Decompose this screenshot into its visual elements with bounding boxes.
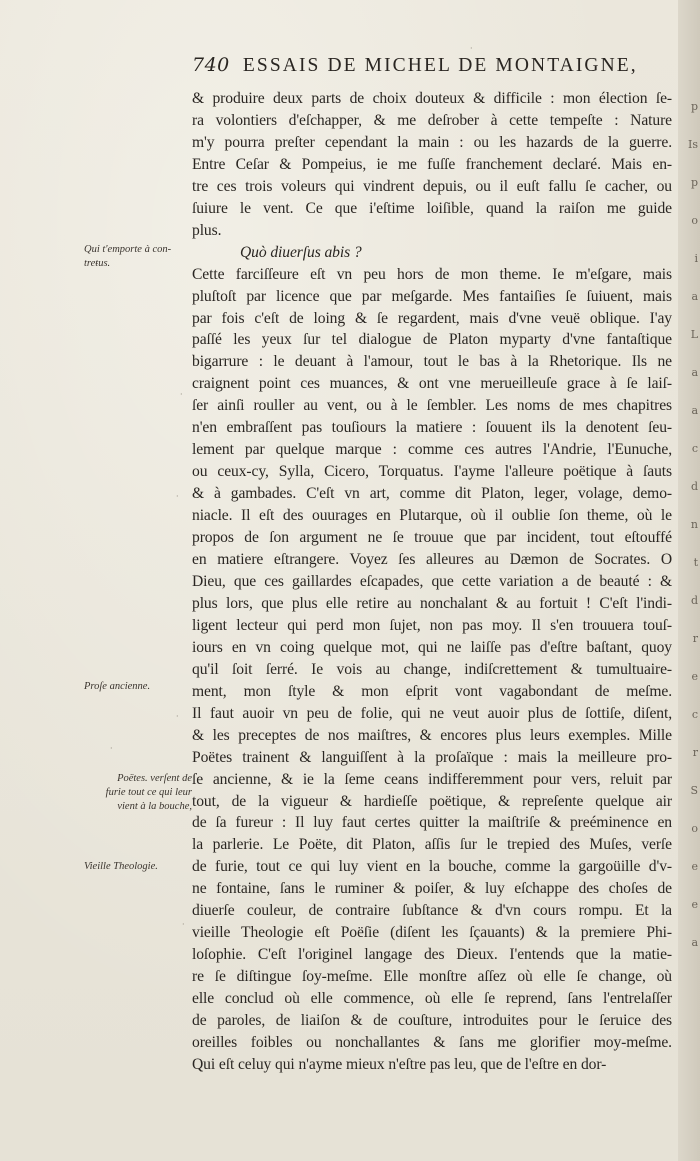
running-title: ESSAIS DE MICHEL DE MONTAIGNE, xyxy=(242,55,638,76)
text-line: Poëtes trainent & languiſſent à la proſaïque : mais la meilleure pro- xyxy=(192,748,672,766)
bleed-letter: d xyxy=(690,480,698,493)
marginal-note-line: furie tout ce qui leur xyxy=(105,787,192,798)
text-line: craignent point ces muances, & ont vne merueilleuſe grace à ſe laiſ- xyxy=(192,375,672,393)
text-line: ſuiure le vent. Ce que i'eſtime loiſible, quand la raiſon me guide xyxy=(192,199,672,217)
bleed-letter: d xyxy=(690,594,698,607)
text-line: plus. xyxy=(192,221,222,239)
text-line: ſe ancienne, & ie la ſeme ceans indifferemment pour vers, reluit par xyxy=(192,770,672,788)
text-line: de paroles, de liaiſon & de couſture, introduites pour le ſeruice des xyxy=(192,1012,672,1030)
text-line: tout, de la vigueur & hardieſſe poëtique, & repreſente quelque air xyxy=(192,792,672,810)
page-number: 740 xyxy=(192,54,230,76)
bleed-letter: c xyxy=(691,442,698,455)
bleed-letter: n xyxy=(690,518,698,531)
text-line: Il faut auoir vn peu de folie, qui ne veut auoir plus de ſottiſe, diſent, xyxy=(192,704,672,722)
text-line: tre ces trois voleurs qui vindrent depuis, ou il euſt fallu ſe cacher, ou xyxy=(192,177,672,195)
bleed-letter: a xyxy=(691,404,698,417)
marginal-note-line: Proſe ancienne. xyxy=(84,681,151,692)
text-line: & les preceptes de nos maiſtres, & encores plus leurs exemples. Mille xyxy=(192,726,672,744)
bleed-letter: S xyxy=(690,784,698,797)
bleed-letter: p xyxy=(690,176,698,189)
marginal-note-1 xyxy=(84,243,196,271)
text-line: pluſtoſt par licence que par meſgarde. Mes fantaiſies ſe ſuiuent, mais xyxy=(192,287,672,305)
bleed-letter: i xyxy=(694,252,698,265)
bleed-letter: e xyxy=(691,898,698,911)
text-line: Dieu, que ces gaillardes eſcapades, que cette variation a de beauté : & xyxy=(192,572,672,590)
text-line: par fois c'eſt de loing & ſe regardent, mais d'vne veuë oblique. I'ay xyxy=(192,309,672,327)
ink-speck: · xyxy=(176,712,179,721)
ink-speck: · xyxy=(180,390,183,399)
ink-speck: · xyxy=(470,44,473,53)
text-line: loſophie. C'eſt l'originel langage des Dieux. I'entends que la matie- xyxy=(192,946,672,964)
marginal-note-line: Poëtes. verſent de xyxy=(117,773,192,784)
running-header xyxy=(192,54,672,84)
marginal-note-2 xyxy=(84,680,196,694)
bleed-letter: o xyxy=(691,214,698,227)
ink-speck: · xyxy=(176,492,179,501)
bleed-letter: c xyxy=(691,708,698,721)
text-line: de furie, tout ce qui luy vient en la bouche, comme la gargoüille d'v- xyxy=(192,858,672,876)
text-line: Cette farciſſeure eſt vn peu hors de mon theme. Ie m'eſgare, mais xyxy=(192,265,672,283)
bleed-letter: Is xyxy=(688,138,698,151)
bleed-letter: a xyxy=(691,366,698,379)
text-line: elle conclud où elle commence, où elle ſe reprend, ſans l'entrelaſſer xyxy=(192,990,672,1008)
text-line: ou ceux-cy, Sylla, Cicero, Torquatus. I'ayme l'alleure poëtique à ſauts xyxy=(192,463,672,481)
bleed-letter: r xyxy=(692,632,698,645)
bleed-letter: e xyxy=(691,670,698,683)
facing-page-edge xyxy=(678,0,700,1161)
text-line: & à gambades. C'eſt vn art, comme dit Platon, leger, volage, demo- xyxy=(192,485,672,503)
ink-speck: · xyxy=(182,920,185,929)
text-line: lement par quelque marque : comme ces autres l'Andrie, l'Eunuche, xyxy=(192,441,672,459)
text-line: de ſa fureur : Il luy faut certes quitter la maiſtriſe & preéminence en xyxy=(192,814,672,832)
marginal-note-4 xyxy=(84,860,196,874)
bleed-letter: r xyxy=(692,746,698,759)
text-line: ment, mon ſtyle & mon eſprit vont vagabondant de meſme. xyxy=(192,682,672,700)
text-line: Quò diuerſus abis ? xyxy=(240,243,362,261)
text-line: ne fontaine, ſans le ruminer & poiſer, & luy eſchappe des choſes de xyxy=(192,880,672,898)
marginal-note-line: Vieille Theologie. xyxy=(84,861,158,872)
text-line: re ſe diſtingue ſoy-meſme. Elle monſtre aſſez où elle ſe change, où xyxy=(192,968,672,986)
bleed-letter: a xyxy=(691,290,698,303)
text-line: en matiere eſtrangere. Voyez ſes alleures au Dæmon de Socrates. O xyxy=(192,551,672,569)
text-line: la parlerie. Le Poëte, dit Platon, aſſis ſur le trepied des Muſes, verſe xyxy=(192,836,672,854)
text-line: Qui eſt celuy qui n'ayme mieux n'eſtre pas leu, que de l'eſtre en dor- xyxy=(192,1055,607,1073)
text-line: propos de ſon argument ne ſe trouue que par incident, tout eſtouffé xyxy=(192,529,672,547)
bleed-letter: a xyxy=(691,936,698,949)
text-line: vieille Theologie eſt Poëſie (diſent les ſçauants) & la premiere Phi- xyxy=(192,924,672,942)
text-line: bigarrure : le deuant à l'amour, tout le bas à la Rhetorique. Ils ne xyxy=(192,353,672,371)
bleed-letter: p xyxy=(690,100,698,113)
text-line: ligent lecteur qui perd mon ſujet, non pas moy. Il s'en trouuera touſ- xyxy=(192,616,672,634)
text-line: n'en embraſſent pas touſiours la matiere : ſouuent ils la denotent ſeu- xyxy=(192,419,672,437)
text-line: diuerſe couleur, de contraire ſubſtance & d'vn cours rompu. Et la xyxy=(192,902,672,920)
bleed-letter: e xyxy=(691,860,698,873)
text-line: qu'il ſoit ſerré. Ie vois au change, indiſcrettement & tumultuaire- xyxy=(192,660,672,678)
text-line: & produire deux parts de choix douteux & difficile : mon élection ſe- xyxy=(192,90,672,107)
ink-speck: · xyxy=(110,744,113,753)
text-line: Entre Ceſar & Pompeius, ie me fuſſe franchement declaré. Mais en- xyxy=(192,155,672,173)
main-text-column xyxy=(192,88,672,1076)
text-line: niacle. Il eſt des ouurages en Plutarque, où il oublie ſon theme, où le xyxy=(192,507,672,525)
text-line: plus lors, que plus elle retire au nonchalant & au fortuit ! C'eſt l'indi- xyxy=(192,594,672,612)
text-line: paſſé les yeux ſur tel dialogue de Platon myparty d'vne fantaſtique xyxy=(192,331,672,349)
marginal-note-line: treŧus. xyxy=(84,258,111,269)
text-line: ſer ainſi rouller au vent, ou à le ſembler. Les noms de mes chapitres xyxy=(192,397,672,415)
text-line: ra volontiers d'eſchapper, & me deſrober à cette tempeſte : Nature xyxy=(192,111,672,129)
marginal-note-line: Qui t'emporte à con- xyxy=(84,244,172,255)
marginal-note-line: vient à la bouche, xyxy=(117,801,192,812)
bleed-letter: o xyxy=(691,822,698,835)
marginal-note-3 xyxy=(88,772,192,814)
bleed-letter: L xyxy=(690,328,698,341)
text-line: oreilles foibles ou nonchallantes & ſans me glorifier moy-meſme. xyxy=(192,1033,672,1051)
text-line: m'y pourra preſter cependant la main : ou les hazards de la guerre. xyxy=(192,133,672,151)
bleed-letter: t xyxy=(693,556,698,569)
text-line: iours en vn coing quelque mot, qui ne laiſſe pas d'eſtre baſtant, quoy xyxy=(192,638,672,656)
